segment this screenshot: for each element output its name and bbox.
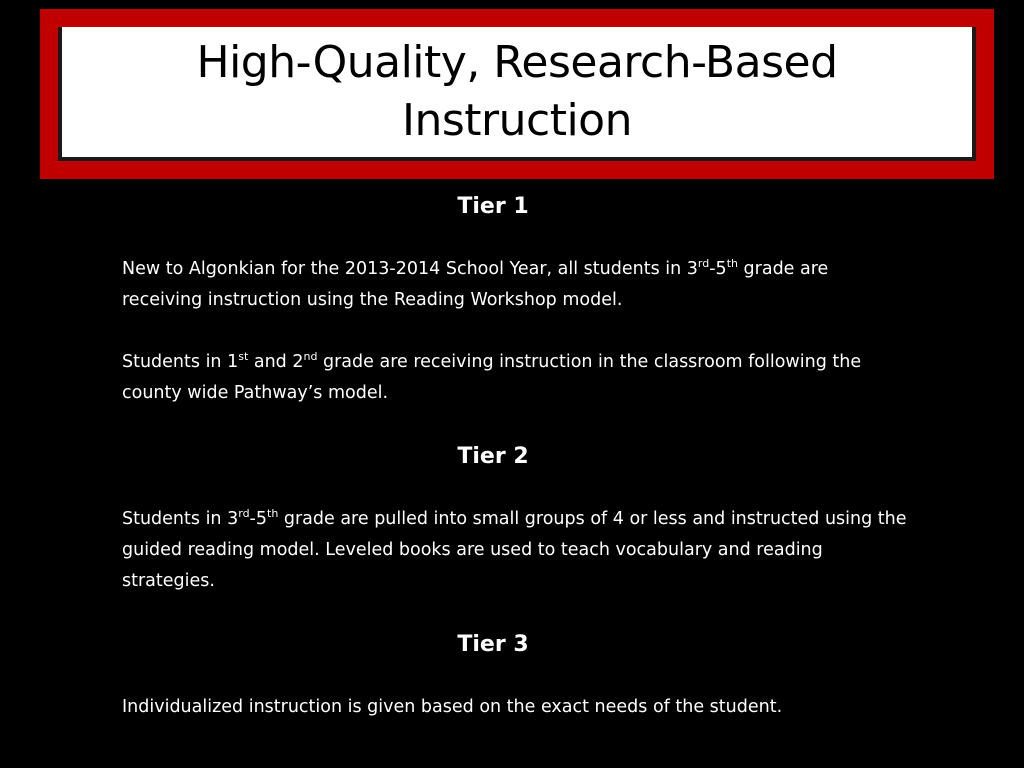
superscript: st (238, 350, 249, 363)
superscript: rd (238, 507, 250, 520)
text-run: grade are receiving instruction in the classroom following the county wide Pathway’s model. (122, 352, 862, 403)
text-run: -5 (249, 509, 267, 529)
superscript: th (726, 257, 738, 270)
tier-3-paragraph-1: Individualized instruction is given based on the exact needs of the student. (122, 697, 783, 717)
tier-1-paragraph-1 (122, 254, 912, 316)
spacer (122, 316, 912, 347)
spacer (122, 409, 912, 440)
slide-content (122, 190, 912, 723)
spacer (122, 597, 912, 628)
spacer (122, 662, 912, 692)
tier-2-paragraph-1 (122, 504, 912, 597)
text-run: grade are receiving instruction using the Reading Workshop model. (122, 259, 829, 310)
text-run: New to Algonkian for the 2013-2014 School Year, all students in 3 (122, 259, 698, 279)
tier-1-paragraph-2 (122, 347, 912, 409)
slide-title-line-1: High-Quality, Research-Based (196, 37, 838, 88)
tier-2-heading: Tier 2 (457, 444, 529, 469)
spacer (122, 474, 912, 504)
text-run: grade are pulled into small groups of 4 or less and instructed using the guided reading model. Leveled books are used to teach vocabulary and reading strategies. (122, 509, 907, 591)
text-run: -5 (709, 259, 727, 279)
spacer (122, 224, 912, 254)
title-box (58, 27, 976, 161)
slide-title-line-2: Instruction (401, 95, 632, 146)
superscript: th (267, 507, 279, 520)
title-frame (40, 9, 994, 179)
text-run: Students in 3 (122, 509, 239, 529)
tier-3-heading: Tier 3 (457, 632, 529, 657)
superscript: rd (697, 257, 710, 270)
text-run: Students in 1 (122, 352, 239, 372)
slide-title (196, 34, 837, 150)
tier-1-heading: Tier 1 (457, 194, 529, 219)
superscript: nd (303, 350, 318, 363)
text-run: and 2 (248, 352, 304, 372)
